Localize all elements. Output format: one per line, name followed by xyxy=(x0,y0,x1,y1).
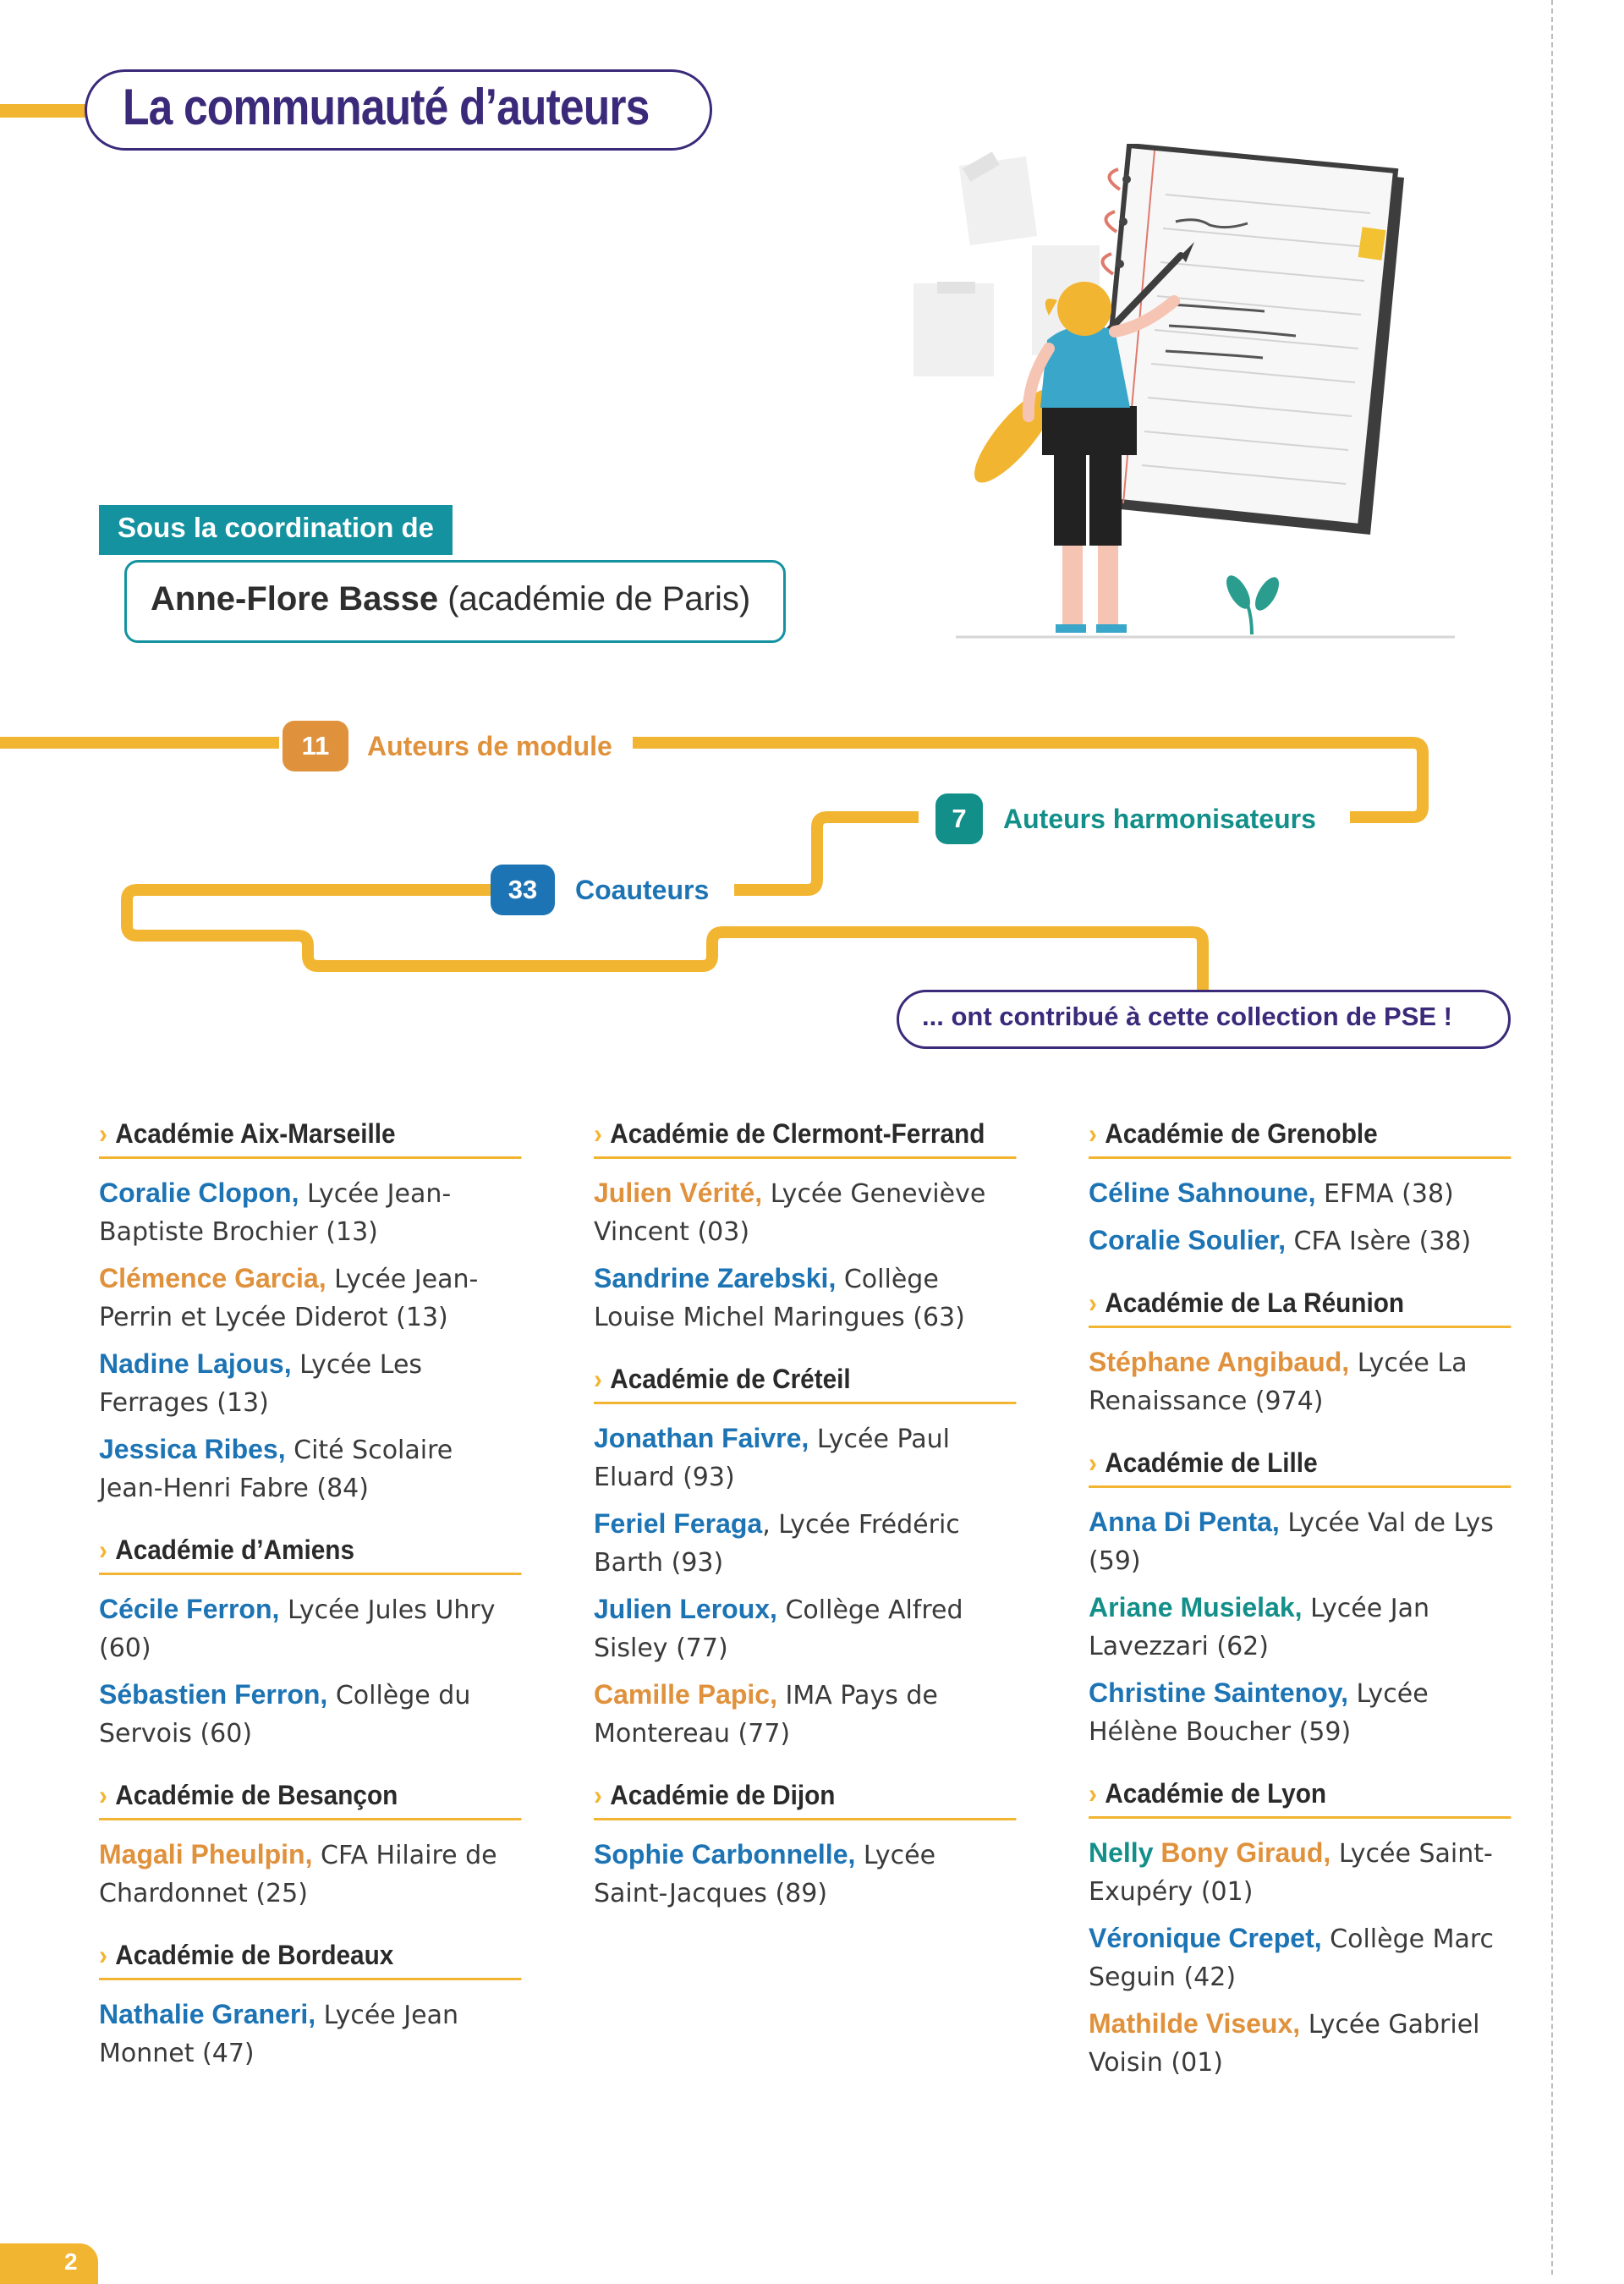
author-school: Lycée Paul Eluard (93) xyxy=(594,1425,950,1492)
coordination-tag: Sous la coordination de xyxy=(99,505,453,555)
authors-label: Auteurs de module xyxy=(367,731,612,761)
academy-heading xyxy=(99,1118,521,1159)
author-name: Sophie Carbonnelle, xyxy=(594,1839,856,1869)
academy-title: Académie de Clermont-Ferrand xyxy=(610,1118,985,1149)
author-entry xyxy=(1089,1919,1512,1996)
academy-title: Académie de Bordeaux xyxy=(115,1940,394,1970)
writing-illustration xyxy=(897,144,1472,651)
author-entry xyxy=(594,1836,1017,1913)
chevron-right-icon: › xyxy=(99,1118,107,1149)
author-entry xyxy=(594,1590,1017,1667)
author-school: Lycée La Renaissance (974) xyxy=(1089,1348,1468,1416)
chevron-right-icon: › xyxy=(1089,1118,1097,1149)
author-entry xyxy=(1089,1222,1512,1260)
author-entry xyxy=(1089,1174,1512,1213)
author-school: EFMA (38) xyxy=(1315,1179,1454,1209)
author-entry xyxy=(1089,1343,1512,1420)
chevron-right-icon: › xyxy=(1089,1778,1097,1809)
author-school: Lycée Jean Monnet (47) xyxy=(99,2001,458,2068)
stats-path xyxy=(0,727,1624,998)
author-name: Jessica Ribes, xyxy=(99,1434,286,1464)
author-school: Collège Alfred Sisley (77) xyxy=(594,1595,963,1663)
academy-section xyxy=(99,1535,522,1753)
academy-heading xyxy=(594,1118,1016,1159)
author-name: Nelly xyxy=(1089,1837,1154,1868)
author-school: Lycée Jean-Perrin et Lycée Diderot (13) xyxy=(99,1265,479,1332)
author-entry xyxy=(99,1260,522,1337)
author-name: Sébastien Ferron, xyxy=(99,1679,328,1710)
author-name: Anna Di Penta, xyxy=(1089,1507,1280,1537)
page-title: La communauté d’auteurs xyxy=(123,79,650,135)
academy-heading xyxy=(99,1780,521,1820)
author-name: Magali Pheulpin, xyxy=(99,1839,313,1869)
author-entry xyxy=(1089,1589,1512,1666)
academy-section xyxy=(1089,1287,1512,1420)
author-entry xyxy=(1089,1674,1512,1751)
page-edge-dashed-line xyxy=(1551,0,1553,2275)
chevron-right-icon: › xyxy=(594,1780,602,1810)
academy-heading xyxy=(1089,1118,1511,1159)
author-entry xyxy=(594,1676,1017,1753)
academy-title: Académie de Lille xyxy=(1105,1447,1318,1478)
harmonizers-count-badge: 7 xyxy=(935,793,983,844)
author-name: Ariane Musielak, xyxy=(1089,1592,1303,1622)
academy-title: Académie de Lyon xyxy=(1105,1778,1327,1809)
author-name: Véronique Crepet, xyxy=(1089,1923,1322,1953)
author-school: , Lycée Frédéric Barth (93) xyxy=(594,1510,960,1578)
academy-section xyxy=(594,1364,1017,1753)
author-name: Jonathan Faivre, xyxy=(594,1423,809,1453)
author-school: Lycée Val de Lys (59) xyxy=(1089,1508,1494,1576)
author-school: Collège du Servois (60) xyxy=(99,1681,471,1749)
coordinator-name: Anne-Flore Basse (académie de Paris) xyxy=(151,580,751,618)
author-school: IMA Pays de Montereau (77) xyxy=(594,1681,938,1749)
title-accent-bar xyxy=(0,104,89,118)
academy-section xyxy=(594,1780,1017,1913)
academy-section xyxy=(99,1780,522,1913)
author-entry xyxy=(1089,1503,1512,1580)
chevron-right-icon: › xyxy=(594,1118,602,1149)
author-entry xyxy=(99,1345,522,1422)
academy-section xyxy=(1089,1118,1512,1260)
author-name: Mathilde Viseux, xyxy=(1089,2008,1301,2039)
tagline: ... ont contribué à cette collection de PSE ! xyxy=(922,1002,1452,1031)
coauthors-count-badge: 33 xyxy=(491,865,555,915)
author-entry xyxy=(1089,1834,1512,1911)
academy-section xyxy=(99,1118,522,1507)
author-name: Camille Papic, xyxy=(594,1679,777,1710)
author-name: Céline Sahnoune, xyxy=(1089,1178,1316,1208)
academy-heading xyxy=(1089,1287,1511,1328)
author-entry xyxy=(99,1676,522,1753)
author-school: CFA Isère (38) xyxy=(1285,1227,1472,1256)
author-name: Julien Leroux, xyxy=(594,1594,777,1624)
author-school: Lycée Les Ferrages (13) xyxy=(99,1350,423,1418)
author-school: Collège Louise Michel Maringues (63) xyxy=(594,1265,965,1332)
author-name: Cécile Ferron, xyxy=(99,1594,280,1624)
author-school: Lycée Jean-Baptiste Brochier (13) xyxy=(99,1179,452,1247)
academy-title: Académie d’Amiens xyxy=(115,1535,355,1565)
academy-heading xyxy=(99,1940,521,1980)
author-name: Nathalie Graneri, xyxy=(99,1999,316,2029)
academy-heading xyxy=(1089,1778,1511,1819)
academy-title: Académie de Besançon xyxy=(115,1780,398,1810)
author-school: Collège Marc Seguin (42) xyxy=(1089,1924,1495,1992)
author-name: Christine Saintenoy, xyxy=(1089,1677,1349,1708)
author-entry xyxy=(99,1996,522,2073)
coauthors-label: Coauteurs xyxy=(575,875,710,905)
chevron-right-icon: › xyxy=(1089,1447,1097,1478)
author-name: Nadine Lajous, xyxy=(99,1348,292,1379)
author-entry xyxy=(99,1174,522,1251)
author-school: Lycée Jules Uhry (60) xyxy=(99,1595,496,1663)
academy-column-3 xyxy=(1089,1118,1512,2109)
academy-heading xyxy=(594,1780,1016,1820)
author-name: Julien Vérité, xyxy=(594,1178,763,1208)
author-entry xyxy=(594,1260,1017,1337)
academy-title: Académie Aix-Marseille xyxy=(115,1118,396,1149)
academy-section xyxy=(1089,1778,1512,2082)
page-number: 2 xyxy=(64,2248,78,2275)
academy-title: Académie de Créteil xyxy=(610,1364,851,1394)
authors-count-badge: 11 xyxy=(283,721,348,771)
academy-section xyxy=(594,1118,1017,1337)
author-school: Lycée Hélène Boucher (59) xyxy=(1089,1679,1429,1747)
author-entry xyxy=(594,1174,1017,1251)
author-entry xyxy=(594,1419,1017,1496)
author-name: Stéphane Angibaud, xyxy=(1089,1347,1350,1377)
author-entry xyxy=(99,1836,522,1913)
author-name-part: Bony Giraud, xyxy=(1153,1837,1331,1868)
academy-title: Académie de Dijon xyxy=(610,1780,836,1810)
author-school: Lycée Saint-Exupéry (01) xyxy=(1089,1839,1493,1907)
chevron-right-icon: › xyxy=(1089,1287,1097,1318)
author-name: Feriel Feraga xyxy=(594,1508,763,1539)
author-entry xyxy=(99,1430,522,1507)
author-entry xyxy=(1089,2005,1512,2082)
author-entry xyxy=(594,1505,1017,1582)
harmonizers-label: Auteurs harmonisateurs xyxy=(1003,804,1316,834)
author-school: Lycée Geneviève Vincent (03) xyxy=(594,1179,986,1247)
author-school: CFA Hilaire de Chardonnet (25) xyxy=(99,1841,497,1908)
author-school: Lycée Gabriel Voisin (01) xyxy=(1089,2010,1480,2078)
chevron-right-icon: › xyxy=(99,1940,107,1970)
academy-title: Académie de La Réunion xyxy=(1105,1287,1405,1318)
author-school: Lycée Saint-Jacques (89) xyxy=(594,1841,936,1908)
chevron-right-icon: › xyxy=(99,1535,107,1565)
academy-section xyxy=(1089,1447,1512,1751)
author-school: Cité Scolaire Jean-Henri Fabre (84) xyxy=(99,1436,453,1503)
academy-heading xyxy=(1089,1447,1511,1488)
author-entry xyxy=(99,1590,522,1667)
chevron-right-icon: › xyxy=(99,1780,107,1810)
author-name: Coralie Clopon, xyxy=(99,1178,299,1208)
author-school: Lycée Jan Lavezzari (62) xyxy=(1089,1594,1429,1661)
academy-title: Académie de Grenoble xyxy=(1105,1118,1378,1149)
page-number-tab xyxy=(0,2243,98,2284)
academy-heading xyxy=(594,1364,1016,1404)
author-name: Coralie Soulier, xyxy=(1089,1225,1286,1255)
academy-section xyxy=(99,1940,522,2073)
chevron-right-icon: › xyxy=(594,1364,602,1394)
author-name: Clémence Garcia, xyxy=(99,1263,326,1293)
academy-column-2 xyxy=(594,1118,1017,1940)
academy-heading xyxy=(99,1535,521,1575)
academy-column-1 xyxy=(99,1118,522,2100)
author-name: Sandrine Zarebski, xyxy=(594,1263,837,1293)
